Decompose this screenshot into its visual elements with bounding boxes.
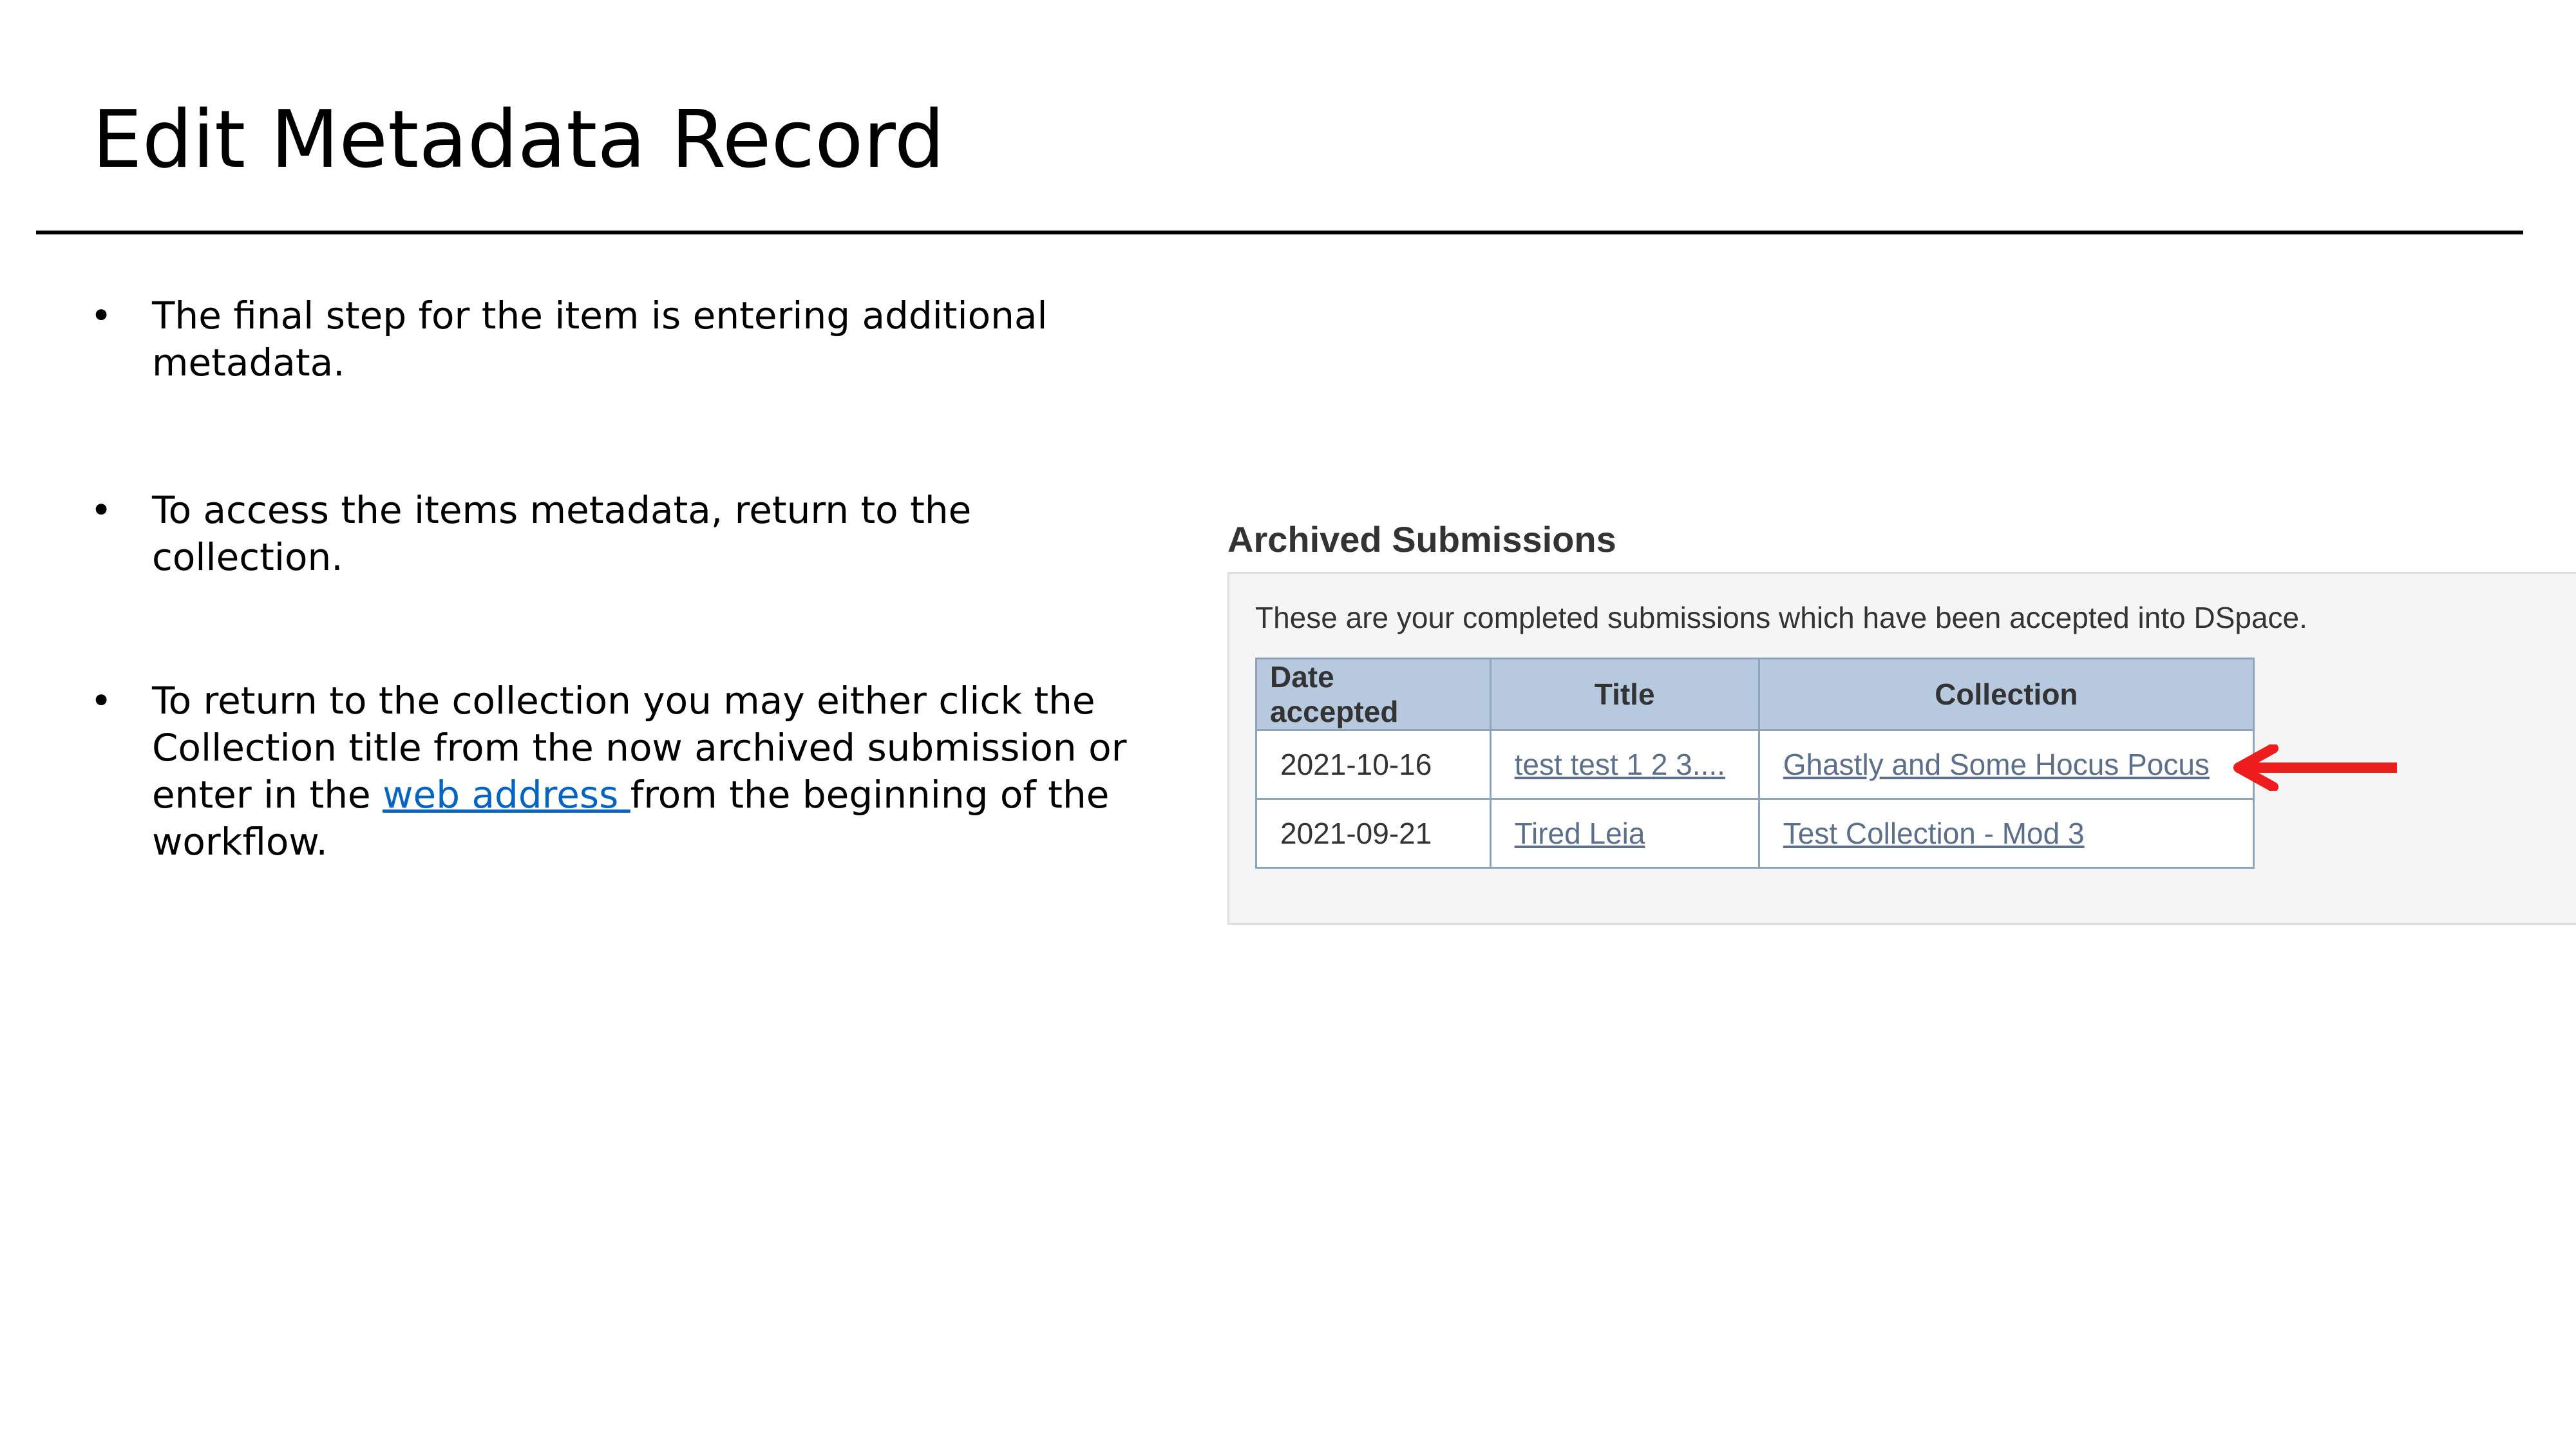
bullet-final-step: • The final step for the item is entering additional metadata. — [90, 292, 1133, 386]
archived-description: These are your completed submissions which have been accepted into DSpace. — [1255, 601, 2307, 634]
web-address-link[interactable]: web address — [383, 773, 630, 817]
bullet-return-text-start: To return to the collection you may either click the Collection title from the now archived submission or enter in the — [152, 679, 1127, 817]
collection-link[interactable]: Test Collection - Mod 3 — [1783, 817, 2085, 850]
item-title-link[interactable]: Tired Leia — [1514, 817, 1645, 850]
header-date-accepted: Date accepted — [1256, 659, 1491, 730]
bullet-return-collection — [90, 677, 1133, 866]
table-header-row — [1256, 659, 2254, 730]
cell-collection — [1759, 730, 2253, 799]
cell-title — [1490, 730, 1759, 799]
bullet-return-text-end: from the beginning of the workflow. — [152, 773, 1110, 864]
title-divider — [36, 231, 2523, 234]
item-title-link[interactable]: test test 1 2 3.... — [1514, 748, 1725, 781]
header-title: Title — [1490, 659, 1759, 730]
cell-date: 2021-10-16 — [1256, 730, 1491, 799]
archived-submissions-table — [1255, 658, 2255, 869]
table-row — [1256, 799, 2254, 868]
archived-submissions-heading: Archived Submissions — [1227, 519, 1616, 560]
cell-collection — [1759, 799, 2253, 868]
cell-date: 2021-09-21 — [1256, 799, 1491, 868]
bullet-access-metadata: • To access the items metadata, return to the collection. — [90, 487, 1133, 581]
header-collection: Collection — [1759, 659, 2253, 730]
cell-title — [1490, 799, 1759, 868]
slide-title: Edit Metadata Record — [92, 94, 945, 186]
collection-link[interactable]: Ghastly and Some Hocus Pocus — [1783, 748, 2210, 781]
bullet-list — [90, 292, 1133, 866]
arrow-left-icon — [2228, 744, 2397, 791]
table-row — [1256, 730, 2254, 799]
